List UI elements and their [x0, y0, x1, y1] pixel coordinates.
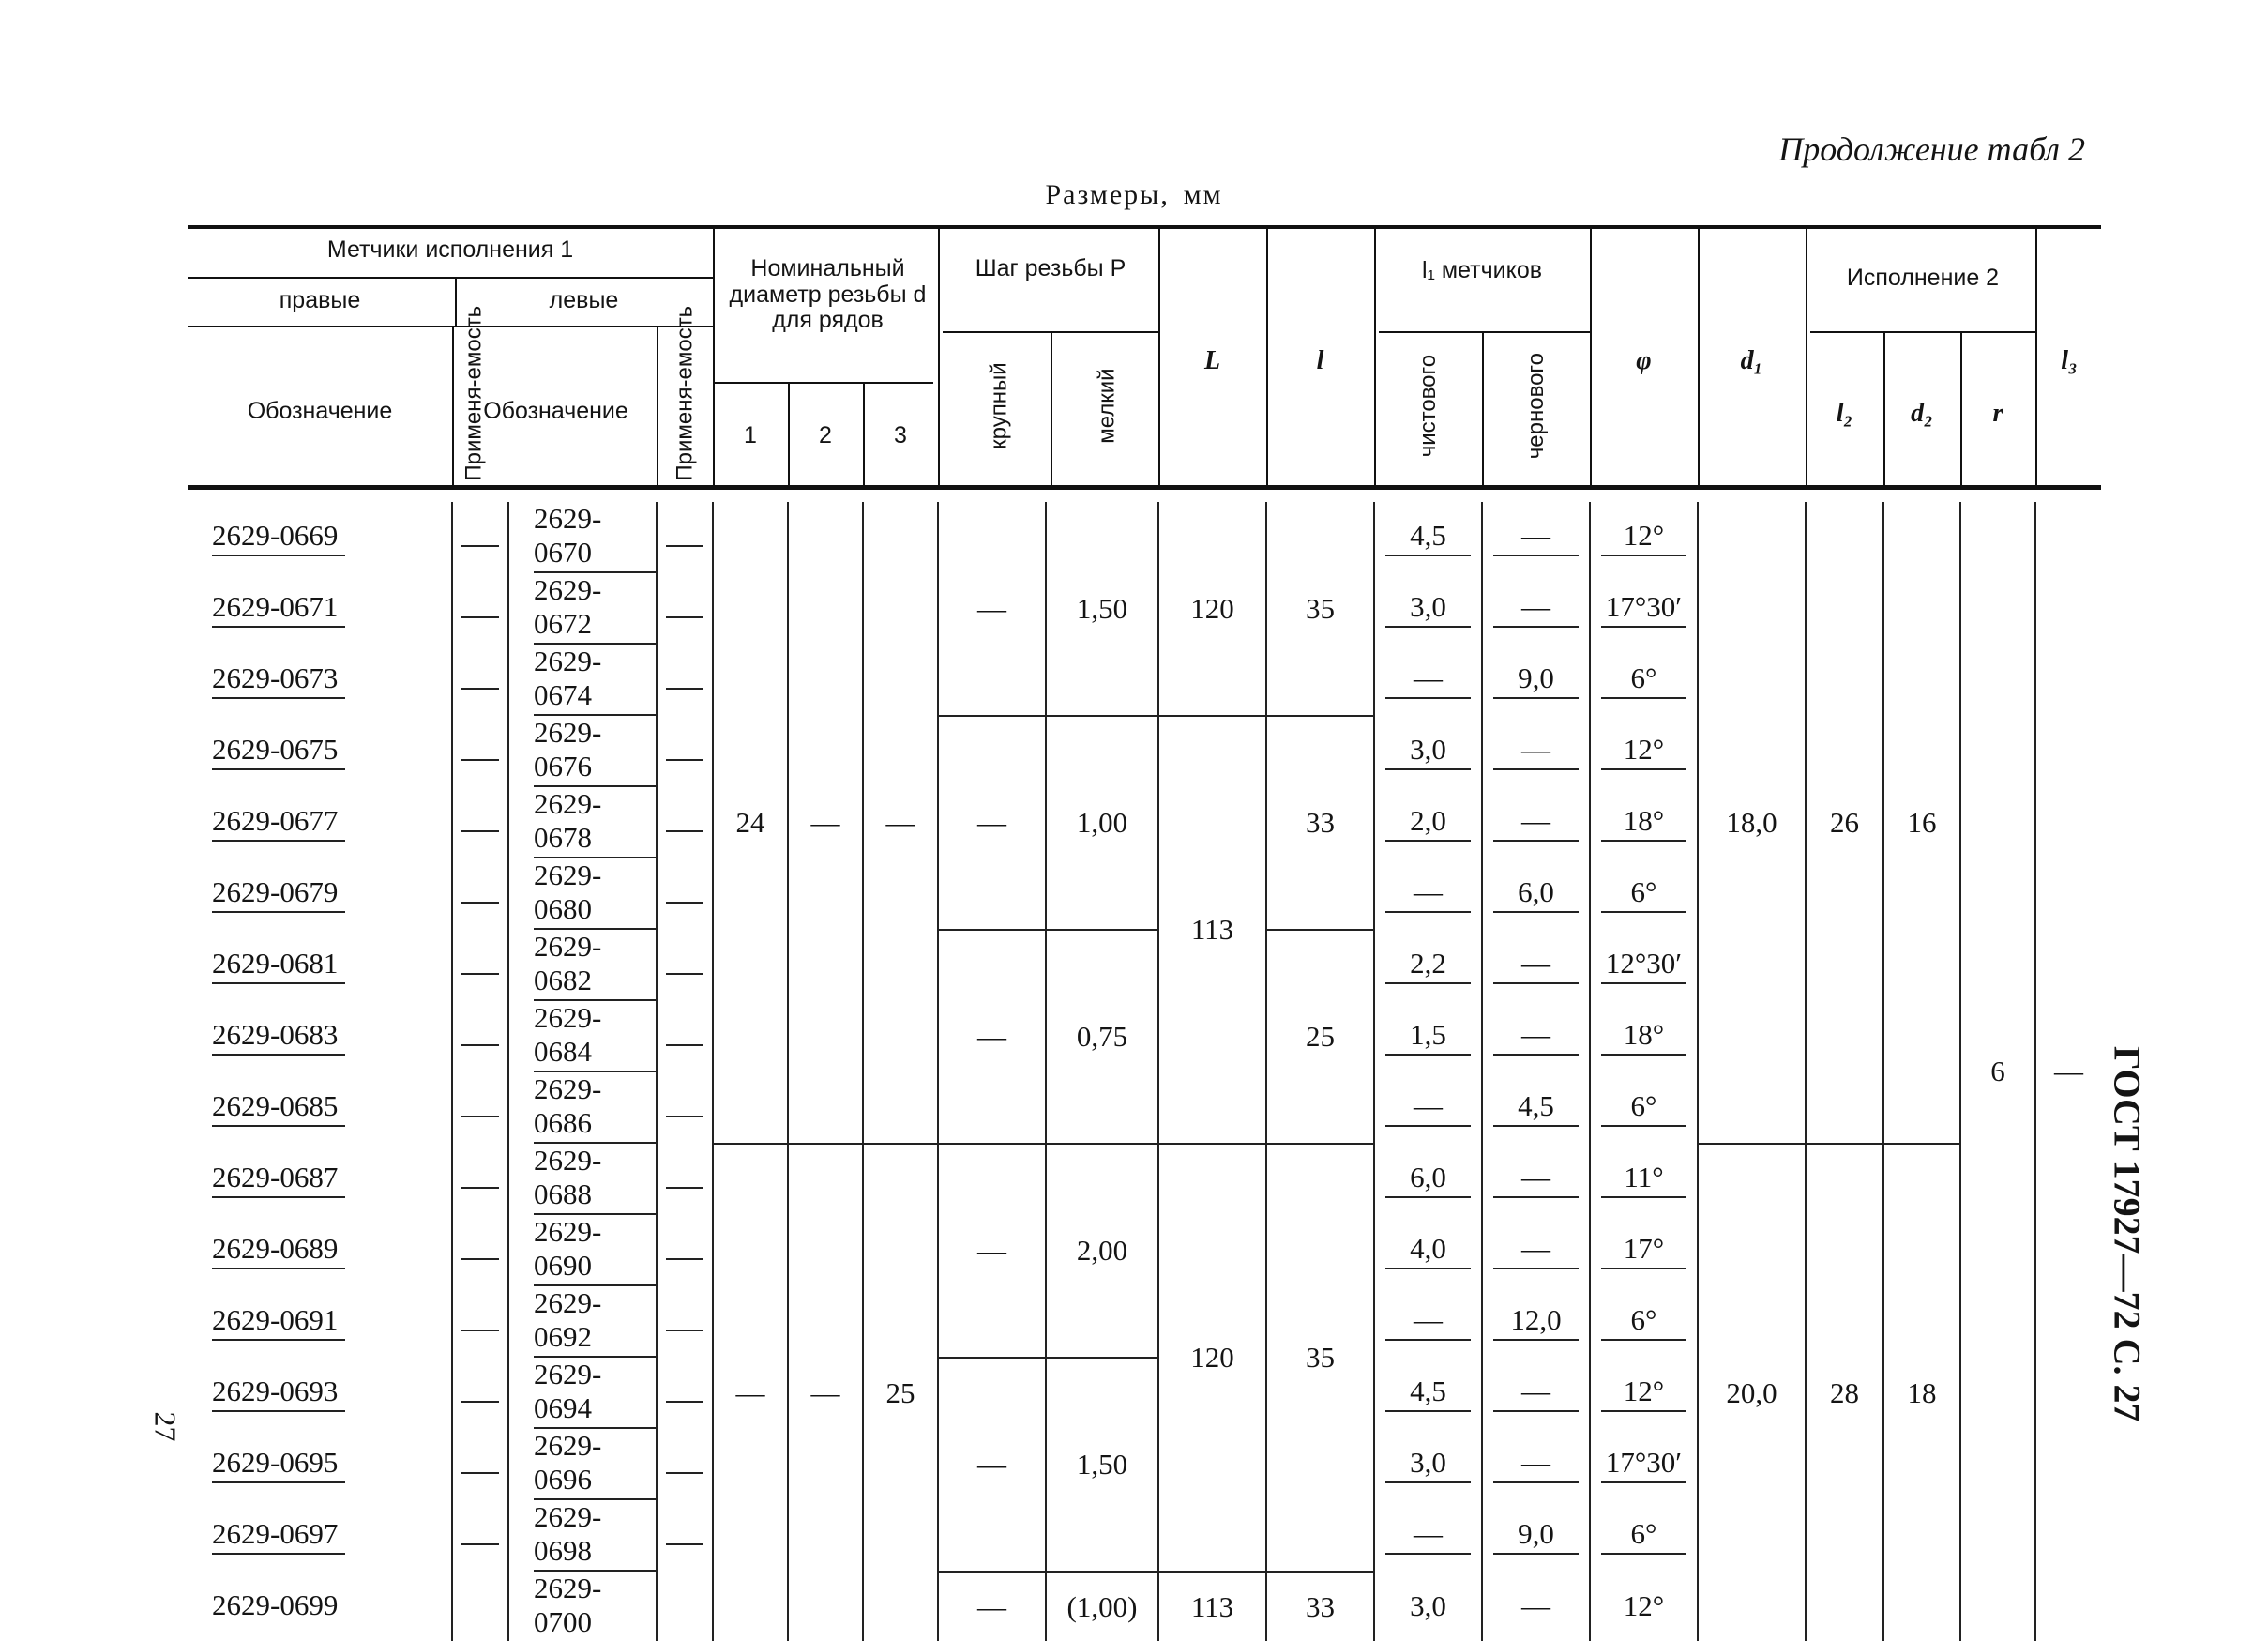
l1-rough: — [1493, 1161, 1578, 1198]
right-code: 2629-0689 [212, 1232, 345, 1269]
phi-value: 6° [1601, 1303, 1686, 1341]
d-row3: 25 [863, 1144, 938, 1641]
l1-finish: 2,2 [1385, 947, 1470, 984]
right-code: 2629-0677 [212, 804, 345, 842]
left-code: 2629-0670 [534, 502, 656, 573]
left-code: 2629-0678 [534, 787, 656, 858]
length-L: 113 [1158, 716, 1266, 1144]
right-code: 2629-0673 [212, 661, 345, 699]
phi-value: 6° [1601, 875, 1686, 913]
pitch-fine: 0,75 [1046, 930, 1158, 1144]
header-l: l [1316, 346, 1324, 375]
header-melkiy: мелкий [1094, 368, 1120, 444]
pitch-coarse: — [938, 502, 1046, 716]
l1-rough: 6,0 [1493, 875, 1578, 913]
header-row-3: 3 [894, 422, 907, 448]
length-l: 33 [1266, 1572, 1374, 1641]
l1-rough: — [1493, 1446, 1578, 1483]
l1-finish: 3,0 [1385, 1446, 1470, 1483]
left-code: 2629-0684 [534, 1001, 656, 1072]
length-l: 35 [1266, 1144, 1374, 1572]
l1-rough: 12,0 [1493, 1303, 1578, 1341]
d1-value: 18,0 [1698, 502, 1806, 1144]
pitch-fine: 1,00 [1046, 716, 1158, 930]
l1-finish: — [1385, 875, 1470, 913]
l3-value: — [2035, 502, 2101, 1641]
l1-finish: 3,0 [1374, 1572, 1482, 1641]
l1-finish: — [1385, 1089, 1470, 1127]
d1-value: 20,0 [1698, 1144, 1806, 1641]
l1-rough: — [1493, 733, 1578, 770]
table-row [188, 502, 2101, 573]
page-number: 27 [148, 1411, 183, 1442]
l1-rough: — [1482, 1572, 1590, 1641]
header-pravye: правые [279, 287, 361, 313]
left-code: 2629-0692 [534, 1286, 656, 1358]
l1-finish: — [1385, 661, 1470, 699]
right-code: 2629-0669 [212, 519, 345, 556]
length-l: 33 [1266, 716, 1374, 930]
right-code: 2629-0671 [212, 590, 345, 628]
d-row2: — [788, 502, 863, 1144]
l2-value: 28 [1806, 1144, 1883, 1641]
header-shag: Шаг резьбы P [975, 255, 1126, 281]
header-r: r [1992, 399, 2003, 428]
l1-rough: — [1493, 1375, 1578, 1412]
right-code: 2629-0687 [212, 1161, 345, 1198]
title-text: Размеры, [1045, 179, 1170, 210]
l1-rough: — [1493, 1232, 1578, 1269]
phi-value: 12° [1601, 733, 1686, 770]
l1-finish: 2,0 [1385, 804, 1470, 842]
l1-rough: 4,5 [1493, 1089, 1578, 1127]
table-caption: Продолжение табл 2 [1778, 130, 2085, 168]
left-code: 2629-0682 [534, 930, 656, 1001]
d-row1: 24 [713, 502, 788, 1144]
header-row-2: 2 [819, 422, 832, 448]
d-row3: — [863, 502, 938, 1144]
length-L: 113 [1158, 1572, 1266, 1641]
left-code: 2629-0696 [534, 1429, 656, 1500]
phi-value: 18° [1601, 1018, 1686, 1056]
header-l2: l₂ [1836, 399, 1853, 428]
pitch-fine: (1,00) [1046, 1572, 1158, 1641]
header-bottom-rule [188, 485, 2101, 490]
l1-rough: — [1493, 947, 1578, 984]
d-row1: — [713, 1144, 788, 1641]
pitch-coarse: — [938, 716, 1046, 930]
header-chernovogo: чернового [1522, 353, 1549, 460]
left-code: 2629-0676 [534, 716, 656, 787]
l1-finish: — [1385, 1517, 1470, 1555]
header-nominal: Номинальный диаметр резьбы d для рядов [729, 255, 927, 333]
phi-value: 12° [1601, 519, 1686, 556]
pitch-coarse: — [938, 1358, 1046, 1572]
l1-finish: 1,5 [1385, 1018, 1470, 1056]
l1-finish: 4,5 [1385, 519, 1470, 556]
l1-rough: — [1493, 804, 1578, 842]
phi-value: 12° [1590, 1572, 1698, 1641]
left-code: 2629-0690 [534, 1215, 656, 1286]
header-d2: d₂ [1911, 399, 1933, 428]
header-oboznachenie-left: Обозначение [483, 398, 628, 424]
d2-value: 16 [1883, 502, 1960, 1144]
right-code: 2629-0697 [212, 1517, 345, 1555]
phi-value: 17°30′ [1601, 590, 1686, 628]
left-code: 2629-0680 [534, 858, 656, 930]
group-metchiki: Метчики исполнения 1 [326, 236, 574, 263]
data-table [188, 502, 2101, 1641]
pitch-coarse: — [938, 930, 1046, 1144]
right-code: 2629-0699 [212, 1588, 339, 1621]
l1-rough: — [1493, 1018, 1578, 1056]
pitch-fine: 1,50 [1046, 1358, 1158, 1572]
l1-rough: — [1493, 519, 1578, 556]
l1-rough: 9,0 [1493, 661, 1578, 699]
phi-value: 11° [1601, 1161, 1686, 1198]
left-code: 2629-0698 [534, 1500, 656, 1572]
right-code: 2629-0693 [212, 1375, 345, 1412]
header-l3: l₃ [2061, 346, 2078, 375]
pitch-fine: 1,50 [1046, 502, 1158, 716]
pitch-coarse: — [938, 1144, 1046, 1358]
right-code: 2629-0675 [212, 733, 345, 770]
l1-finish: — [1385, 1303, 1470, 1341]
pitch-coarse: — [938, 1572, 1046, 1641]
phi-value: 18° [1601, 804, 1686, 842]
phi-value: 17° [1601, 1232, 1686, 1269]
l2-value: 26 [1806, 502, 1883, 1144]
left-code: 2629-0700 [534, 1572, 602, 1638]
pitch-fine: 2,00 [1046, 1144, 1158, 1358]
length-L: 120 [1158, 1144, 1266, 1572]
phi-value: 6° [1601, 1517, 1686, 1555]
side-label: ГОСТ 17927—72 С. 27 [2106, 1046, 2149, 1422]
r-value: 6 [1960, 502, 2035, 1641]
phi-value: 17°30′ [1601, 1446, 1686, 1483]
right-code: 2629-0681 [212, 947, 345, 984]
header-L: L [1203, 346, 1221, 375]
right-code: 2629-0691 [212, 1303, 345, 1341]
l1-finish: 4,5 [1385, 1375, 1470, 1412]
phi-value: 6° [1601, 661, 1686, 699]
header-ispolnenie2: Исполнение 2 [1846, 265, 2000, 291]
right-code: 2629-0685 [212, 1089, 345, 1127]
right-code: 2629-0683 [212, 1018, 345, 1056]
title-unit: мм [1183, 179, 1223, 210]
d2-value: 18 [1883, 1144, 1960, 1641]
header-krupny: крупный [986, 362, 1012, 449]
table-header [188, 220, 2101, 502]
l1-finish: 3,0 [1385, 733, 1470, 770]
length-L: 120 [1158, 502, 1266, 716]
l1-finish: 3,0 [1385, 590, 1470, 628]
header-d1: d₁ [1740, 346, 1763, 375]
l1-finish: 6,0 [1385, 1161, 1470, 1198]
phi-value: 12° [1601, 1375, 1686, 1412]
l1-rough: 9,0 [1493, 1517, 1578, 1555]
header-levye: левые [549, 287, 619, 313]
header-oboznachenie-right: Обозначение [247, 398, 393, 424]
left-code: 2629-0694 [534, 1358, 656, 1429]
phi-value: 12°30′ [1601, 947, 1686, 984]
d-row2: — [788, 1144, 863, 1641]
header-primenyaemost-left: Применя-емость [672, 305, 698, 481]
header-chistovogo: чистового [1414, 354, 1441, 458]
length-l: 25 [1266, 930, 1374, 1144]
right-code: 2629-0679 [212, 875, 345, 913]
header-phi: φ [1636, 346, 1652, 375]
right-code: 2629-0695 [212, 1446, 345, 1483]
header-l1: l₁ метчиков [1421, 257, 1543, 283]
header-row-1: 1 [744, 422, 757, 448]
left-code: 2629-0688 [534, 1144, 656, 1215]
table-title [0, 175, 2268, 212]
header-primenyaemost-right: Применя-емость [461, 305, 487, 481]
l1-finish: 4,0 [1385, 1232, 1470, 1269]
l1-rough: — [1493, 590, 1578, 628]
phi-value: 6° [1601, 1089, 1686, 1127]
length-l: 35 [1266, 502, 1374, 716]
table-row [188, 1144, 2101, 1215]
left-code: 2629-0686 [534, 1072, 656, 1144]
left-code: 2629-0674 [534, 645, 656, 716]
left-code: 2629-0672 [534, 573, 656, 645]
